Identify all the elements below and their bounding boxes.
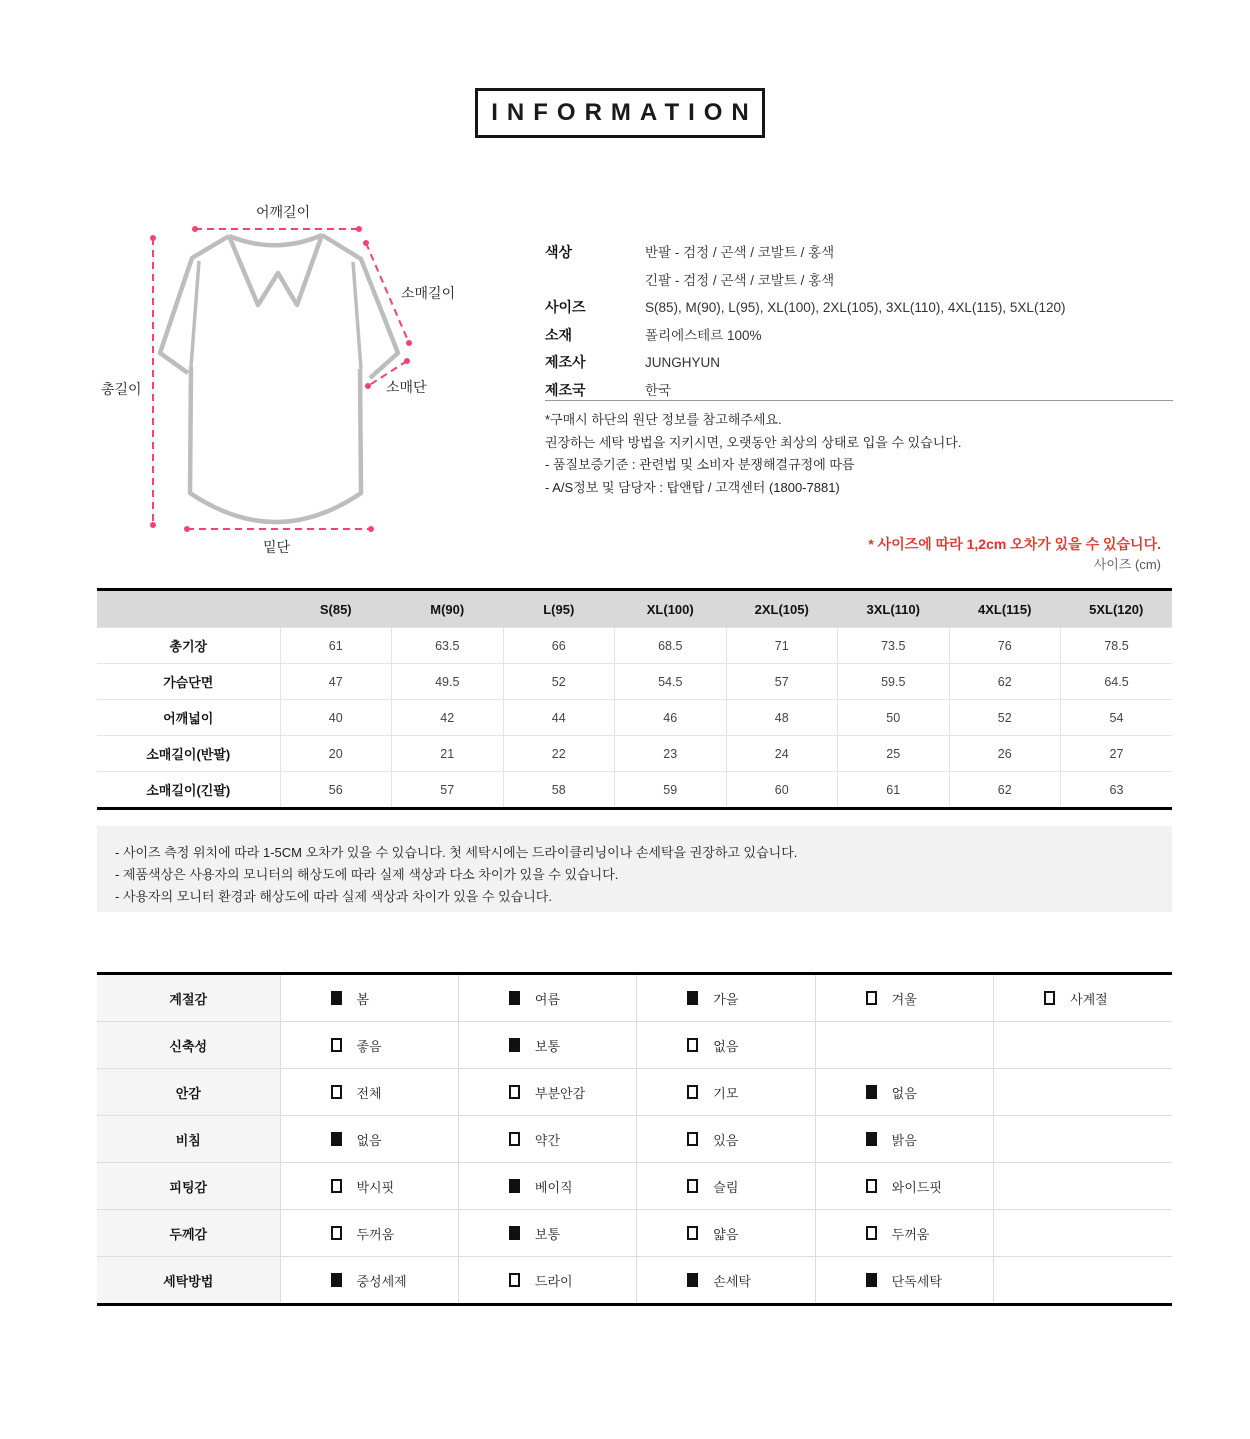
- attr-row-label: 피팅감: [97, 1163, 280, 1210]
- size-cell: 76: [949, 628, 1061, 664]
- size-cell: 48: [726, 700, 838, 736]
- checkbox-icon: [687, 1085, 698, 1099]
- checkbox-icon: [331, 1085, 342, 1099]
- checkbox-icon: [687, 1273, 698, 1287]
- attr-option-label: 없음: [356, 1132, 382, 1148]
- table-row: [97, 736, 1172, 772]
- attr-option-label: 손세탁: [713, 1273, 751, 1289]
- attr-empty-cell: [994, 1022, 1172, 1069]
- notice-line: - 사용자의 모니터 환경과 해상도에 따라 실제 색상과 차이가 있을 수 있습니다.: [115, 889, 552, 904]
- size-cell: 44: [503, 700, 615, 736]
- notice-box: [97, 826, 1172, 912]
- attr-row-label: 신축성: [97, 1022, 280, 1069]
- size-cell: 22: [503, 736, 615, 772]
- attr-option-cell: [994, 974, 1172, 1022]
- attr-option-cell: [637, 1022, 815, 1069]
- size-col-header: XL(100): [615, 590, 727, 628]
- info-label: 제조국: [545, 381, 586, 398]
- checkbox-icon: [866, 1226, 877, 1240]
- attr-option-cell: [815, 1210, 993, 1257]
- checkbox-icon: [866, 991, 877, 1005]
- size-cell: 50: [838, 700, 950, 736]
- attr-option-cell: [815, 1257, 993, 1305]
- checkbox-icon: [509, 1226, 520, 1240]
- attr-option-label: 보통: [534, 1038, 561, 1054]
- info-row-manufacturer: [545, 349, 1173, 377]
- attr-option-label: 두꺼움: [356, 1226, 395, 1242]
- attr-empty-cell: [815, 1022, 993, 1069]
- attr-option-cell: [815, 1116, 993, 1163]
- measure-dot: [150, 522, 156, 528]
- size-col-header: M(90): [392, 590, 504, 628]
- size-cell: 21: [392, 736, 504, 772]
- checkbox-icon: [331, 1273, 342, 1287]
- size-cell: 49.5: [392, 664, 504, 700]
- checkbox-icon: [1044, 991, 1055, 1005]
- size-cell: 40: [280, 700, 392, 736]
- table-row: [97, 664, 1172, 700]
- size-row-label: 총기장: [97, 628, 280, 664]
- attr-option-cell: [815, 974, 993, 1022]
- attr-option-label: 기모: [713, 1085, 739, 1101]
- attr-option-label: 없음: [713, 1038, 739, 1054]
- checkbox-icon: [866, 1273, 877, 1287]
- checkbox-icon: [331, 1132, 342, 1146]
- checkbox-icon: [331, 1226, 342, 1240]
- checkbox-icon: [331, 1038, 342, 1052]
- attr-option-cell: [280, 1163, 458, 1210]
- measure-dot: [404, 358, 410, 364]
- info-label: 색상: [545, 244, 573, 260]
- attr-option-cell: [637, 1069, 815, 1116]
- attr-option-cell: [458, 1116, 636, 1163]
- size-col-header: 2XL(105): [726, 590, 838, 628]
- attr-option-cell: [280, 1069, 458, 1116]
- measure-dot: [368, 526, 374, 532]
- info-value: 반팔 - 검정 / 곤색 / 코발트 / 홍색: [645, 245, 835, 260]
- attr-option-label: 슬림: [713, 1179, 739, 1195]
- attr-option-label: 가을: [713, 991, 739, 1007]
- diagram-label-total-length: 총길이: [101, 381, 142, 397]
- attr-option-cell: [815, 1163, 993, 1210]
- size-row-label: 소매길이(긴팔): [97, 772, 280, 809]
- size-cell: 52: [503, 664, 615, 700]
- checkbox-icon: [866, 1085, 877, 1099]
- attr-option-label: 약간: [534, 1132, 561, 1148]
- size-col-header: S(85): [280, 590, 392, 628]
- size-cell: 68.5: [615, 628, 727, 664]
- checkbox-icon: [509, 1179, 520, 1193]
- checkbox-icon: [509, 1132, 520, 1146]
- table-row: [97, 1116, 1172, 1163]
- size-cell: 63: [1061, 772, 1173, 809]
- size-cell: 25: [838, 736, 950, 772]
- checkbox-icon: [687, 991, 698, 1005]
- shirt-back-neck: [229, 235, 322, 245]
- size-cell: 57: [726, 664, 838, 700]
- checkbox-icon: [331, 1179, 342, 1193]
- table-row: [97, 1257, 1172, 1305]
- attr-row-label: 세탁방법: [97, 1257, 280, 1305]
- info-row-color-2: [545, 267, 1173, 295]
- shirt-diagram-svg: [90, 195, 520, 555]
- attr-option-cell: [458, 974, 636, 1022]
- info-divider: [545, 400, 1173, 401]
- diagram-label-sleeve-length: 소매길이: [401, 285, 456, 301]
- size-cell: 64.5: [1061, 664, 1173, 700]
- size-unit-label: 사이즈 (cm): [1093, 557, 1161, 572]
- checkbox-icon: [509, 1038, 520, 1052]
- note-line: 권장하는 세탁 방법을 지키시면, 오랫동안 최상의 상태로 입을 수 있습니다.: [545, 434, 962, 450]
- attr-empty-cell: [994, 1257, 1172, 1305]
- attr-option-cell: [458, 1069, 636, 1116]
- attr-option-label: 밝음: [891, 1132, 917, 1148]
- info-row-color: [545, 239, 1173, 267]
- measure-dot: [150, 235, 156, 241]
- size-cell: 71: [726, 628, 838, 664]
- attr-option-cell: [280, 1210, 458, 1257]
- size-cell: 27: [1061, 736, 1173, 772]
- attr-option-label: 보통: [534, 1226, 561, 1242]
- attr-option-label: 드라이: [534, 1273, 573, 1289]
- size-cell: 62: [949, 772, 1061, 809]
- attr-option-cell: [637, 1116, 815, 1163]
- attr-option-cell: [458, 1257, 636, 1305]
- note-line: - A/S정보 및 담당자 : 탑앤탑 / 고객센터 (1800-7881): [545, 479, 840, 495]
- size-table: [97, 588, 1172, 810]
- checkbox-icon: [687, 1132, 698, 1146]
- attr-option-label: 여름: [534, 991, 561, 1007]
- diagram-label-hem: 밑단: [263, 539, 291, 555]
- size-cell: 56: [280, 772, 392, 809]
- size-cell: 58: [503, 772, 615, 809]
- attr-empty-cell: [994, 1163, 1172, 1210]
- size-cell: 59.5: [838, 664, 950, 700]
- attr-option-label: 겨울: [891, 991, 917, 1007]
- attr-option-label: 얇음: [713, 1226, 739, 1242]
- note-line: - 품질보증기준 : 관련법 및 소비자 분쟁해결규정에 따름: [545, 457, 855, 472]
- info-row-material: [545, 322, 1173, 350]
- table-row: [97, 628, 1172, 664]
- attr-option-label: 베이직: [534, 1179, 573, 1195]
- table-row: [97, 700, 1172, 736]
- info-value: 폴리에스테르 100%: [645, 327, 762, 343]
- shirt-right-inner-seam: [353, 262, 361, 369]
- size-cell: 46: [615, 700, 727, 736]
- size-cell: 62: [949, 664, 1061, 700]
- checkbox-icon: [509, 1085, 520, 1099]
- attr-option-label: 와이드핏: [891, 1179, 942, 1195]
- attr-empty-cell: [994, 1069, 1172, 1116]
- attr-option-cell: [637, 1210, 815, 1257]
- attr-option-label: 없음: [891, 1085, 917, 1101]
- checkbox-icon: [687, 1038, 698, 1052]
- size-col-header: L(95): [503, 590, 615, 628]
- measure-dot: [406, 340, 412, 346]
- shirt-body: [190, 367, 361, 522]
- size-cell: 59: [615, 772, 727, 809]
- size-cell: 52: [949, 700, 1061, 736]
- diagram-label-shoulder: 어깨길이: [256, 204, 311, 220]
- shirt-measurement-diagram: [90, 195, 520, 555]
- measure-dot: [192, 226, 198, 232]
- attr-empty-cell: [994, 1116, 1172, 1163]
- attr-option-cell: [815, 1069, 993, 1116]
- info-value: 긴팔 - 검정 / 곤색 / 코발트 / 홍색: [645, 272, 835, 288]
- page-title: INFORMATION: [491, 99, 758, 126]
- attr-option-label: 두꺼움: [891, 1226, 930, 1242]
- size-cell: 20: [280, 736, 392, 772]
- attr-option-label: 단독세탁: [891, 1273, 942, 1289]
- attr-row-label: 안감: [97, 1069, 280, 1116]
- table-row: [97, 974, 1172, 1022]
- size-table-header-row: [97, 590, 1172, 628]
- info-row-size: [545, 294, 1173, 322]
- checkbox-icon: [866, 1132, 877, 1146]
- attr-option-label: 좋음: [356, 1038, 382, 1054]
- size-cell: 57: [392, 772, 504, 809]
- attr-option-label: 있음: [713, 1132, 739, 1148]
- measure-dot: [356, 226, 362, 232]
- checkbox-icon: [866, 1179, 877, 1193]
- info-label: 제조사: [545, 354, 586, 370]
- size-cell: 61: [280, 628, 392, 664]
- attr-option-label: 봄: [356, 991, 370, 1007]
- measure-dot: [363, 240, 369, 246]
- attributes-table: [97, 972, 1172, 1306]
- table-row: [97, 1022, 1172, 1069]
- note-line: *구매시 하단의 원단 정보를 참고해주세요.: [545, 412, 782, 427]
- size-row-label: 소매길이(반팔): [97, 736, 280, 772]
- measure-dot: [365, 383, 371, 389]
- size-cell: 73.5: [838, 628, 950, 664]
- attr-option-label: 사계절: [1070, 991, 1108, 1007]
- attr-row-label: 계절감: [97, 974, 280, 1022]
- info-value: JUNGHYUN: [645, 355, 721, 370]
- size-row-label: 어깨넓이: [97, 700, 280, 736]
- attr-option-cell: [280, 1257, 458, 1305]
- size-cell: 54.5: [615, 664, 727, 700]
- size-cell: 63.5: [392, 628, 504, 664]
- notice-line: - 사이즈 측정 위치에 따라 1-5CM 오차가 있을 수 있습니다. 첫 세탁시에는 드라이클리닝이나 손세탁을 권장하고 있습니다.: [115, 845, 798, 860]
- attr-option-label: 전체: [356, 1085, 382, 1101]
- size-cell: 42: [392, 700, 504, 736]
- size-cell: 47: [280, 664, 392, 700]
- info-label: 사이즈: [545, 299, 586, 315]
- size-cell: 54: [1061, 700, 1173, 736]
- table-row: [97, 772, 1172, 809]
- size-cell: 23: [615, 736, 727, 772]
- attr-option-label: 부분안감: [534, 1085, 586, 1101]
- shirt-left-inner-seam: [191, 261, 199, 367]
- attr-row-label: 비침: [97, 1116, 280, 1163]
- attr-option-cell: [458, 1163, 636, 1210]
- size-col-header: 3XL(110): [838, 590, 950, 628]
- size-col-header: 5XL(120): [1061, 590, 1173, 628]
- measure-dot: [184, 526, 190, 532]
- attr-option-cell: [637, 1257, 815, 1305]
- attr-option-label: 중성세제: [356, 1273, 407, 1289]
- attr-option-cell: [280, 1116, 458, 1163]
- size-cell: 26: [949, 736, 1061, 772]
- info-value: 한국: [645, 382, 672, 398]
- size-cell: 78.5: [1061, 628, 1173, 664]
- attr-option-cell: [458, 1022, 636, 1069]
- info-value: S(85), M(90), L(95), XL(100), 2XL(105), 3XL(110), 4XL(115), 5XL(120): [645, 300, 1066, 315]
- size-tolerance-note: [545, 534, 1161, 576]
- info-label-empty: [545, 267, 645, 295]
- page-title-box: [475, 88, 765, 138]
- attr-option-cell: [637, 974, 815, 1022]
- attr-option-cell: [280, 1022, 458, 1069]
- size-col-empty: [97, 590, 280, 628]
- size-cell: 61: [838, 772, 950, 809]
- checkbox-icon: [687, 1226, 698, 1240]
- checkbox-icon: [509, 1273, 520, 1287]
- size-row-label: 가슴단면: [97, 664, 280, 700]
- attr-option-label: 박시핏: [356, 1179, 395, 1195]
- table-row: [97, 1163, 1172, 1210]
- attr-empty-cell: [994, 1210, 1172, 1257]
- info-label: 소재: [545, 326, 573, 343]
- attr-option-cell: [637, 1163, 815, 1210]
- table-row: [97, 1210, 1172, 1257]
- checkbox-icon: [509, 991, 520, 1005]
- purchase-notes: [545, 409, 1173, 499]
- checkbox-icon: [687, 1179, 698, 1193]
- size-tolerance-warning: * 사이즈에 따라 1,2cm 오차가 있을 수 있습니다.: [868, 536, 1161, 552]
- size-cell: 66: [503, 628, 615, 664]
- table-row: [97, 1069, 1172, 1116]
- diagram-label-sleeve-hem: 소매단: [386, 379, 427, 395]
- notice-line: - 제품색상은 사용자의 모니터의 해상도에 따라 실제 색상과 다소 차이가 있을 수 있습니다.: [115, 867, 619, 882]
- size-cell: 24: [726, 736, 838, 772]
- attr-row-label: 두께감: [97, 1210, 280, 1257]
- attr-option-cell: [458, 1210, 636, 1257]
- checkbox-icon: [331, 991, 342, 1005]
- product-info: [545, 239, 1173, 404]
- size-col-header: 4XL(115): [949, 590, 1061, 628]
- attr-option-cell: [280, 974, 458, 1022]
- size-cell: 60: [726, 772, 838, 809]
